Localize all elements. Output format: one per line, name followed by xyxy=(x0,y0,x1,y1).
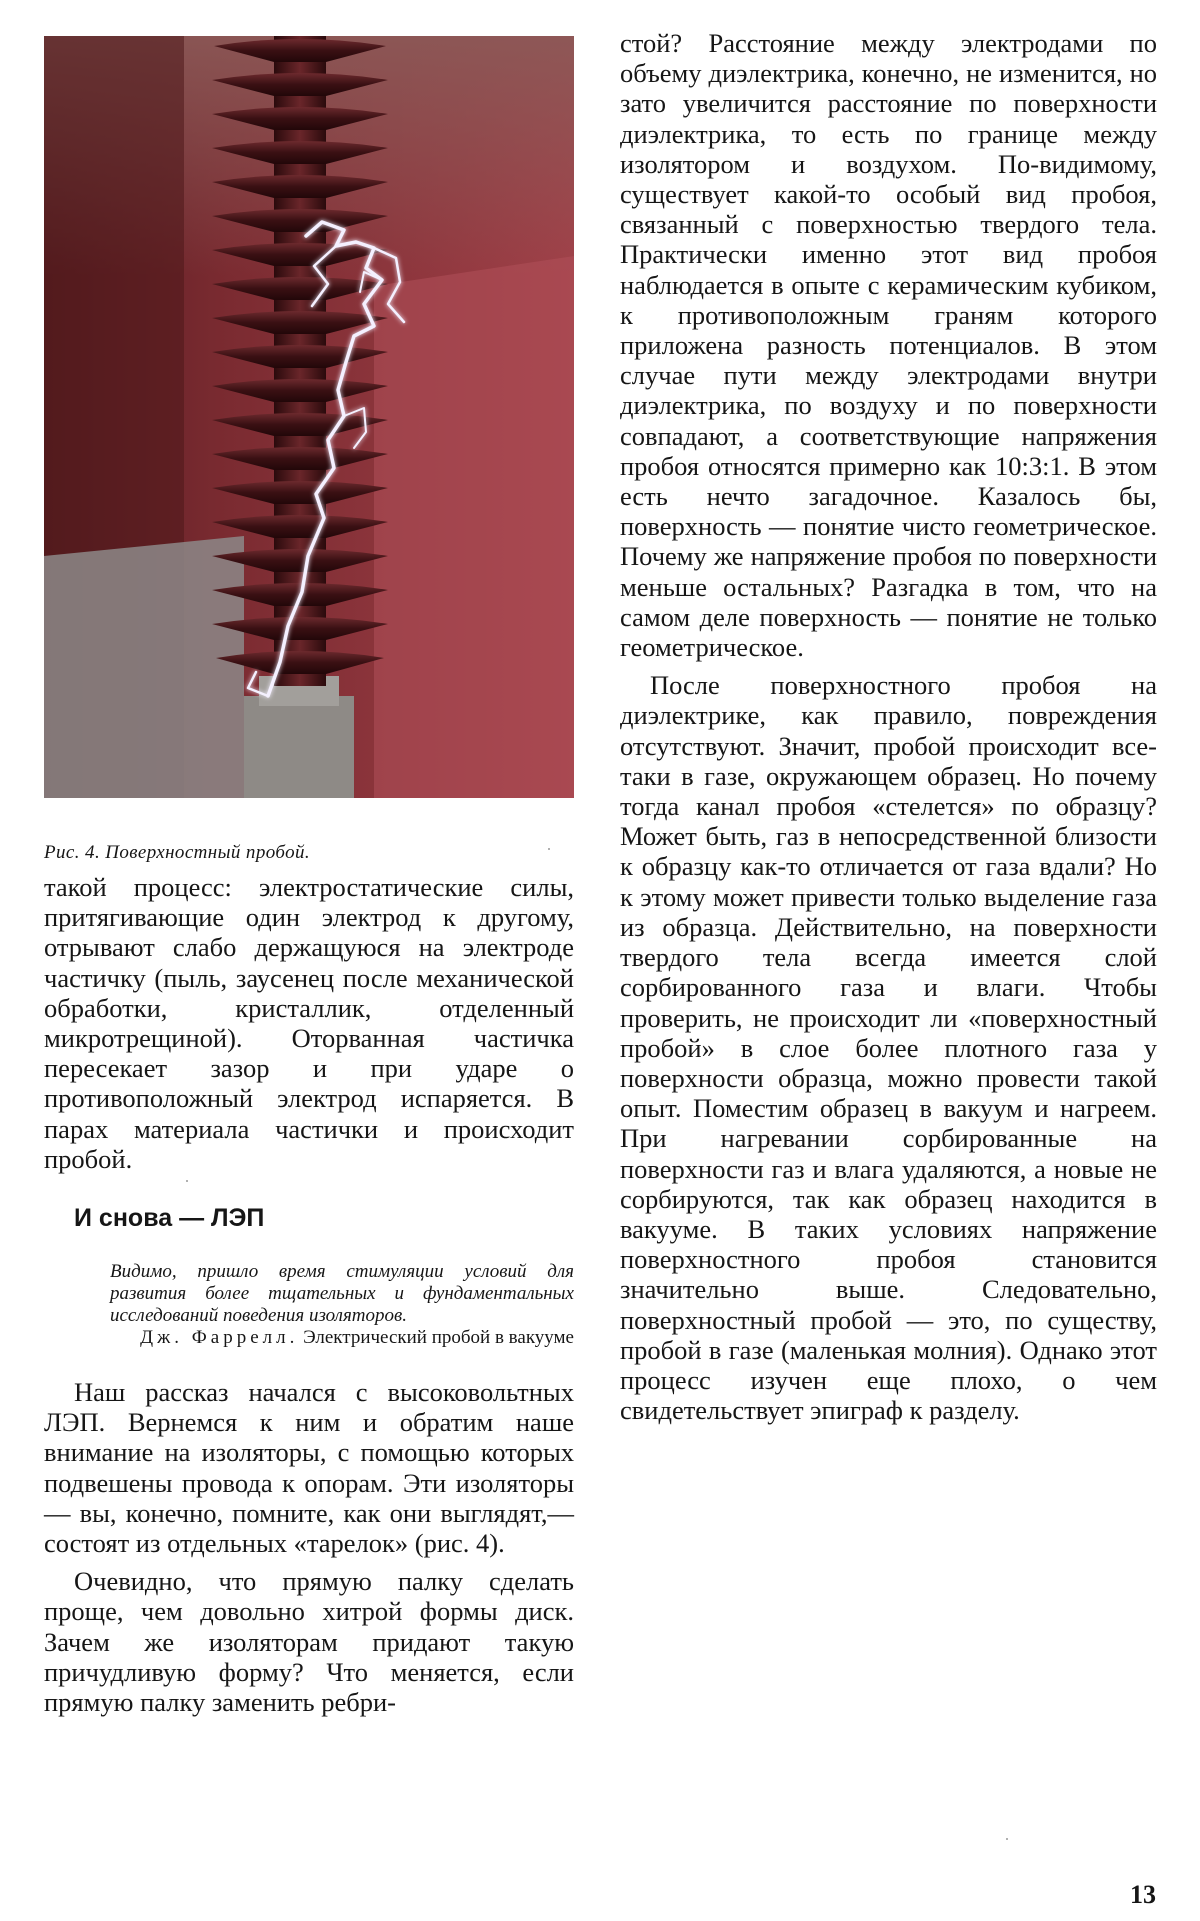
surface-breakdown-photo xyxy=(44,36,574,798)
paragraph: После поверхностного пробоя на диэлектрике, как правило, повреждения отсутствуют. Значит, пробой происходит все-таки в газе, окружающем образец. Но почему тогда канал пробоя «стелется» по образцу? Может быть, газ в непосредственной близости к образцу как-то отличается от газа вдали? Но к этому может привести только выделение газа из образца. Действительно, на поверхности твердого тела всегда имеется слой сорбированного газа и влаги. Чтобы проверить, не происходит ли «поверхностный пробой» в слое более плотного газа у поверхности образца, можно провести такой опыт. Поместим образец в вакуум и нагреем. При нагревании сорбированные на поверхности газ и влага удаляются, а новые не сорбируются, так как образец находится в вакууме. В таких условиях напряжение поверхностного пробоя становится значительно выше. Следовательно, поверхностный пробой — это, по существу, пробой в газе (маленькая молния). Однако этот процесс изучен еще плохо, о чем свидетельствует эпиграф к разделу. xyxy=(620,670,1157,1426)
epigraph-author: Дж. Фаррелл. xyxy=(140,1327,299,1349)
left-column xyxy=(44,36,574,1717)
figure-caption: Рис. 4. Поверхностный пробой. xyxy=(44,842,311,863)
section-heading: И снова — ЛЭП xyxy=(74,1204,265,1233)
epigraph xyxy=(110,1261,574,1349)
paragraph-continued: такой процесс: электростатические силы, притягивающие один электрод к другому, отрывают слабо держащуюся на электроде частичку (пыль, заусенец после механической обработки, кристаллик, отделенный микротрещиной). Оторванная частичка пересекает зазор и при ударе о противоположный электрод испаряется. В парах материала частички и происходит пробой. xyxy=(44,872,574,1174)
epigraph-source: Электрический пробой в вакууме xyxy=(303,1327,574,1349)
epigraph-quote: Видимо, пришло время стимуляции условий для развития более тщательных и фундаментальных исследований поведения изоляторов. xyxy=(110,1261,574,1327)
page-number: 13 xyxy=(1130,1880,1156,1909)
paragraph-continued-right: стой? Расстояние между электродами по объему диэлектрика, конечно, не изменится, но зато увеличится расстояние по поверхности диэлектрика, то есть по границе между изолятором и воздухом. По-видимому, существует какой-то особый вид пробоя, связанный с поверхностью твердого тела. Практически именно этот вид пробоя наблюдается в опыте с керамическим кубиком, к противоположным граням которого приложена разность потенциалов. В этом случае пути между электродами внутри диэлектрика, по воздуху и по поверхности совпадают, а соответствующие напряжения пробоя относятся примерно как 10:3:1. В этом есть нечто загадочное. Казалось бы, поверхность — понятие чисто геометрическое. Почему же напряжение пробоя по поверхности меньше остальных? Разгадка в том, что на самом деле поверхность — понятие не только геометрическое. xyxy=(620,28,1157,663)
print-speck xyxy=(186,1180,188,1182)
right-column xyxy=(620,28,1157,1425)
print-speck xyxy=(548,848,550,850)
print-speck xyxy=(1006,1838,1008,1840)
paragraph: Очевидно, что прямую палку сделать проще, чем довольно хитрой формы диск. Зачем же изоляторам придают такую причудливую форму? Что меняется, если прямую палку заменить ребри- xyxy=(44,1566,574,1718)
epigraph-attribution xyxy=(110,1327,574,1349)
paragraph: Наш рассказ начался с высоковольтных ЛЭП. Вернемся к ним и обратим наше внимание на изоляторы, с помощью которых подвешены провода к опорам. Эти изоляторы — вы, конечно, помните, как они выглядят,— состоят из отдельных «тарелок» (рис. 4). xyxy=(44,1377,574,1559)
